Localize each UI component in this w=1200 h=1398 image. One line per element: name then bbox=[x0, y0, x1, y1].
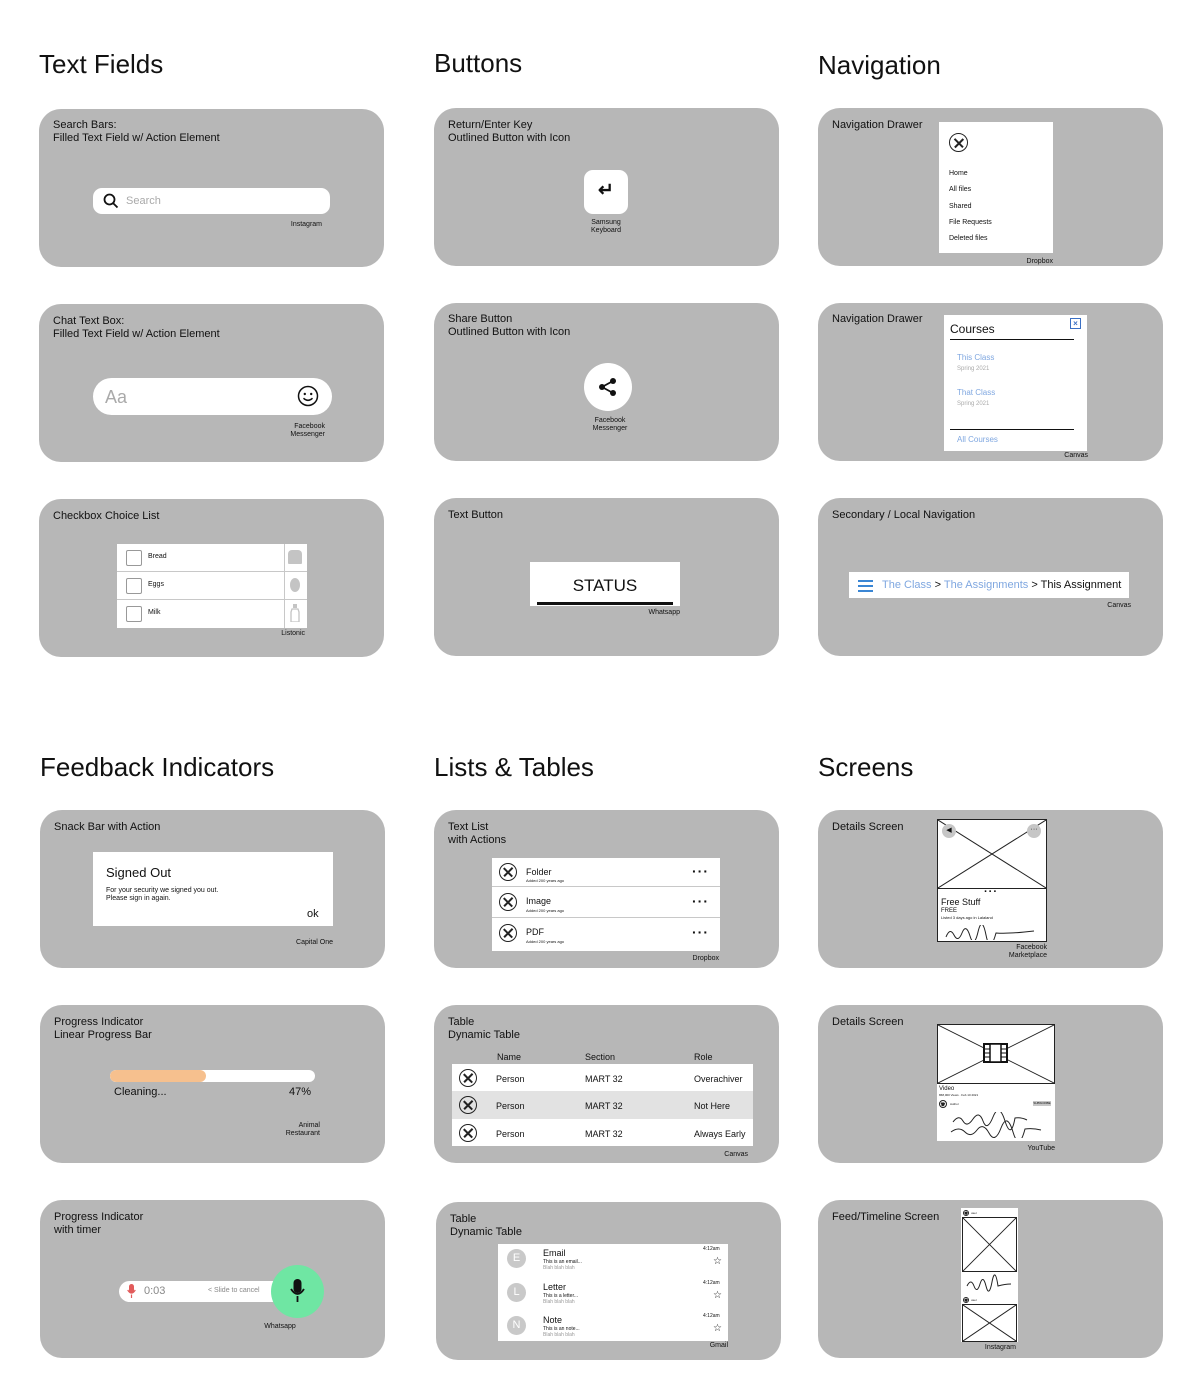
source-caption: YouTube bbox=[1027, 1145, 1055, 1152]
source-caption: Canvas bbox=[1064, 452, 1088, 459]
egg-icon bbox=[290, 578, 300, 592]
text-list-card bbox=[434, 810, 779, 968]
source-caption: Listonic bbox=[281, 630, 305, 637]
listing-price: FREE bbox=[941, 908, 958, 914]
item-subtitle: Added 200 years ago bbox=[526, 878, 565, 883]
card-label: Navigation Drawer bbox=[832, 119, 923, 131]
divider bbox=[284, 572, 285, 600]
channel-name: Author bbox=[950, 1102, 959, 1106]
avatar-icon bbox=[459, 1124, 477, 1142]
video-screen-mock bbox=[937, 1024, 1055, 1141]
course-term: Spring 2021 bbox=[957, 401, 990, 407]
card-label: Text List with Actions bbox=[448, 821, 507, 846]
voice-timer-card bbox=[40, 1200, 385, 1358]
cell-name: Person bbox=[496, 1129, 525, 1139]
snack-bar-message: For your security we signed you out. Please sign in again. bbox=[106, 887, 219, 902]
subscribe-button[interactable]: SUBSCRIBE bbox=[1033, 1101, 1051, 1105]
course-link[interactable]: This Class bbox=[957, 353, 995, 362]
cell-role: Overachiver bbox=[694, 1074, 743, 1084]
divider bbox=[284, 600, 285, 628]
caption-squiggle bbox=[965, 1274, 1013, 1294]
mail-list-card bbox=[436, 1202, 781, 1360]
post-username: user bbox=[971, 1211, 977, 1215]
file-icon bbox=[499, 893, 517, 911]
cell-name: Person bbox=[496, 1074, 525, 1084]
avatar-icon bbox=[459, 1069, 477, 1087]
listing-meta: Listed 3 days ago in Lalaland bbox=[941, 915, 993, 920]
source-caption: Dropbox bbox=[1026, 258, 1053, 265]
breadcrumb bbox=[849, 572, 1129, 598]
emoji-icon[interactable] bbox=[297, 385, 319, 407]
column-header-name[interactable]: Name bbox=[497, 1052, 522, 1062]
cell-role: Always Early bbox=[694, 1129, 746, 1139]
ok-action-button[interactable]: ok bbox=[307, 908, 319, 920]
return-key-button[interactable] bbox=[584, 170, 628, 214]
progress-bar-card bbox=[40, 1005, 385, 1163]
source-caption: Whatsapp bbox=[264, 1323, 296, 1330]
cell-name: Person bbox=[496, 1101, 525, 1111]
source-caption: Dropbox bbox=[692, 955, 719, 962]
hamburger-menu-icon[interactable] bbox=[858, 579, 873, 591]
more-options-icon[interactable]: ··· bbox=[692, 924, 709, 940]
progress-status: Cleaning... bbox=[114, 1086, 167, 1098]
section-title-screens: Screens bbox=[818, 752, 914, 782]
progress-bar-fill bbox=[110, 1070, 206, 1082]
breadcrumb-link-class[interactable]: The Class bbox=[882, 579, 932, 591]
item-title: Folder bbox=[526, 867, 552, 877]
avatar-icon bbox=[459, 1096, 477, 1114]
source-caption: Animal Restaurant bbox=[285, 1122, 320, 1137]
mail-line: Blah blah blah bbox=[543, 1265, 575, 1271]
return-arrow-icon: ↵ bbox=[598, 180, 614, 201]
mail-title: Email bbox=[543, 1248, 566, 1258]
nav-item-deleted-files[interactable]: Deleted files bbox=[949, 235, 988, 242]
detail-screen-mock bbox=[937, 819, 1047, 942]
channel-avatar-icon[interactable] bbox=[939, 1100, 947, 1108]
card-label: Table Dynamic Table bbox=[448, 1016, 520, 1041]
status-tab-button[interactable] bbox=[530, 562, 680, 606]
tab-indicator bbox=[537, 602, 673, 605]
nav-item-shared[interactable]: Shared bbox=[949, 203, 972, 210]
mail-title: Note bbox=[543, 1315, 563, 1325]
card-label: Return/Enter Key Outlined Button with Icon bbox=[448, 119, 571, 144]
carousel-dots-icon: ··· bbox=[984, 886, 998, 898]
file-icon bbox=[499, 863, 517, 881]
card-label: Navigation Drawer bbox=[832, 313, 923, 325]
mail-time: 4:12am bbox=[703, 1280, 720, 1286]
divider bbox=[950, 429, 1074, 430]
local-navigation-card bbox=[818, 498, 1163, 656]
list-item[interactable] bbox=[117, 600, 307, 628]
source-caption: Facebook Messenger bbox=[290, 423, 325, 438]
item-subtitle: Added 200 years ago bbox=[526, 908, 565, 913]
progress-bar bbox=[110, 1070, 315, 1082]
section-title-feedback-indicators: Feedback Indicators bbox=[40, 752, 275, 782]
card-label: Checkbox Choice List bbox=[53, 510, 160, 522]
recording-time: 0:03 bbox=[144, 1285, 166, 1297]
progress-percent: 47% bbox=[289, 1086, 312, 1098]
item-label: Milk bbox=[148, 609, 161, 616]
section-title-navigation: Navigation bbox=[818, 50, 941, 80]
source-caption: Instagram bbox=[984, 1344, 1016, 1351]
item-title: Image bbox=[526, 896, 552, 906]
all-courses-link[interactable]: All Courses bbox=[957, 435, 998, 444]
source-caption: Facebook Marketplace bbox=[1008, 944, 1047, 959]
card-label: Table Dynamic Table bbox=[450, 1213, 522, 1238]
checkbox[interactable] bbox=[126, 606, 142, 622]
card-label: Chat Text Box: Filled Text Field w/ Action Element bbox=[53, 315, 220, 340]
cell-section: MART 32 bbox=[585, 1129, 623, 1139]
user-avatar-icon bbox=[963, 1210, 969, 1216]
column-header-section[interactable]: Section bbox=[585, 1052, 616, 1062]
close-icon[interactable] bbox=[949, 133, 968, 152]
list-item[interactable] bbox=[117, 572, 307, 600]
video-details-card bbox=[818, 1005, 1163, 1163]
navigation-drawer-canvas-card bbox=[818, 303, 1163, 461]
nav-item-all-files[interactable]: All files bbox=[949, 186, 972, 193]
card-label: Text Button bbox=[448, 509, 504, 521]
card-label: Details Screen bbox=[832, 821, 904, 833]
list-item[interactable] bbox=[492, 858, 720, 887]
item-label: Bread bbox=[148, 553, 167, 560]
nav-item-home[interactable]: Home bbox=[949, 170, 968, 177]
text-button-card bbox=[434, 498, 779, 656]
item-title: PDF bbox=[526, 927, 544, 937]
list-item[interactable] bbox=[492, 918, 720, 951]
microphone-icon bbox=[290, 1279, 305, 1303]
mail-list bbox=[498, 1244, 728, 1341]
breadcrumb-current: This Assignment bbox=[1040, 579, 1122, 591]
cell-section: MART 32 bbox=[585, 1074, 623, 1084]
share-button[interactable] bbox=[584, 363, 632, 411]
snack-bar bbox=[93, 852, 333, 926]
chat-placeholder: Aa bbox=[105, 387, 128, 407]
feed-screen-mock bbox=[961, 1208, 1018, 1342]
post-image-placeholder bbox=[962, 1217, 1017, 1272]
listing-title: Free Stuff bbox=[941, 897, 981, 907]
card-label: Progress Indicator Linear Progress Bar bbox=[54, 1016, 152, 1041]
divider bbox=[950, 339, 1074, 340]
checkbox[interactable] bbox=[126, 578, 142, 594]
star-icon[interactable]: ☆ bbox=[713, 1323, 722, 1334]
source-caption: Canvas bbox=[1107, 602, 1131, 609]
record-mic-button[interactable] bbox=[271, 1265, 324, 1318]
mail-line: Blah blah blah bbox=[543, 1332, 575, 1338]
more-options-icon[interactable]: ··· bbox=[692, 863, 709, 879]
navigation-drawer bbox=[939, 122, 1053, 253]
bread-icon bbox=[288, 550, 302, 564]
search-bar-card bbox=[39, 109, 384, 267]
video-meta: 868,000 Views · Feb 10 2021 bbox=[939, 1093, 979, 1097]
navigation-drawer-card bbox=[818, 108, 1163, 266]
course-term: Spring 2021 bbox=[957, 366, 990, 372]
mail-line: This is an note... bbox=[543, 1326, 580, 1332]
feed-screen-card bbox=[818, 1200, 1163, 1358]
course-link[interactable]: That Class bbox=[957, 388, 996, 397]
section-title-lists-tables: Lists & Tables bbox=[434, 752, 594, 782]
item-label: Eggs bbox=[148, 581, 164, 588]
checkbox-list-card bbox=[39, 499, 384, 657]
video-title: Video bbox=[939, 1086, 955, 1092]
source-caption: Capital One bbox=[296, 939, 333, 946]
recording-mic-icon bbox=[127, 1284, 136, 1299]
list-item[interactable] bbox=[117, 544, 307, 572]
sender-avatar: E bbox=[507, 1249, 526, 1268]
roster-table-card bbox=[434, 1005, 779, 1163]
list-item[interactable] bbox=[492, 887, 720, 918]
table-row[interactable] bbox=[452, 1091, 753, 1119]
star-icon[interactable]: ☆ bbox=[713, 1256, 722, 1267]
search-input[interactable] bbox=[93, 188, 330, 214]
mail-line: This is an email... bbox=[543, 1259, 582, 1265]
film-icon bbox=[983, 1043, 1008, 1063]
table-row[interactable] bbox=[452, 1064, 753, 1091]
card-label: Snack Bar with Action bbox=[54, 821, 161, 833]
list-item[interactable] bbox=[498, 1311, 728, 1341]
list-item[interactable] bbox=[498, 1278, 728, 1311]
back-icon[interactable]: ◀ bbox=[942, 824, 956, 838]
source-caption: Canvas bbox=[724, 1151, 748, 1158]
breadcrumb-link-assignments[interactable]: The Assignments bbox=[943, 579, 1029, 591]
post-username: user bbox=[971, 1298, 977, 1302]
user-avatar-icon bbox=[963, 1297, 969, 1303]
table-row[interactable] bbox=[452, 1119, 753, 1146]
mail-time: 4:12am bbox=[703, 1313, 720, 1319]
file-list bbox=[492, 858, 720, 951]
chat-text-box-card bbox=[39, 304, 384, 462]
slide-to-cancel-hint: < Slide to cancel bbox=[208, 1287, 260, 1294]
description-squiggle bbox=[944, 925, 1036, 940]
close-icon[interactable]: × bbox=[1070, 318, 1081, 329]
share-icon bbox=[597, 376, 619, 398]
file-icon bbox=[499, 924, 517, 942]
milk-bottle-icon bbox=[290, 604, 300, 622]
roster-table bbox=[452, 1064, 753, 1146]
nav-item-file-requests[interactable]: File Requests bbox=[949, 219, 992, 226]
card-label: Share Button Outlined Button with Icon bbox=[448, 313, 571, 338]
breadcrumb-trail: The Class > The Assignments > This Assignment bbox=[882, 579, 1122, 591]
sender-avatar: N bbox=[507, 1316, 526, 1335]
more-options-icon[interactable]: ··· bbox=[1027, 824, 1041, 838]
snack-bar-title: Signed Out bbox=[106, 865, 172, 880]
snack-bar-card bbox=[40, 810, 385, 968]
mail-line: This is a letter... bbox=[543, 1293, 579, 1299]
cell-role: Not Here bbox=[694, 1101, 731, 1111]
mail-time: 4:12am bbox=[703, 1246, 720, 1252]
search-icon bbox=[103, 193, 119, 209]
return-key-card bbox=[434, 108, 779, 266]
source-caption: Facebook Messenger bbox=[592, 417, 628, 432]
more-options-icon[interactable]: ··· bbox=[692, 893, 709, 909]
cell-section: MART 32 bbox=[585, 1101, 623, 1111]
card-label: Details Screen bbox=[832, 1016, 904, 1028]
section-title-text-fields: Text Fields bbox=[39, 49, 164, 79]
post-image-placeholder bbox=[962, 1304, 1017, 1342]
details-screen-card bbox=[818, 810, 1163, 968]
mail-title: Letter bbox=[543, 1282, 567, 1292]
share-button-card bbox=[434, 303, 779, 461]
mail-line: Blah blah blah bbox=[543, 1299, 575, 1305]
checkbox-list bbox=[117, 544, 307, 628]
list-item[interactable] bbox=[498, 1244, 728, 1277]
course-drawer bbox=[944, 315, 1087, 451]
chat-input[interactable] bbox=[93, 378, 332, 415]
search-placeholder: Search bbox=[126, 195, 161, 207]
star-icon[interactable]: ☆ bbox=[713, 1290, 722, 1301]
card-label: Progress Indicator with timer bbox=[54, 1211, 144, 1236]
source-caption: Whatsapp bbox=[648, 609, 680, 616]
card-label: Feed/Timeline Screen bbox=[832, 1211, 940, 1223]
column-header-role[interactable]: Role bbox=[694, 1052, 713, 1062]
source-caption: Gmail bbox=[709, 1342, 728, 1349]
sender-avatar: L bbox=[507, 1283, 526, 1302]
description-squiggle bbox=[949, 1112, 1043, 1138]
item-subtitle: Added 200 years ago bbox=[526, 939, 565, 944]
card-label: Search Bars: Filled Text Field w/ Action Element bbox=[53, 119, 220, 144]
divider bbox=[284, 544, 285, 572]
card-label: Secondary / Local Navigation bbox=[832, 509, 976, 521]
drawer-title: Courses bbox=[950, 322, 995, 336]
source-caption: Samsung Keyboard bbox=[591, 219, 621, 234]
section-title-buttons: Buttons bbox=[434, 48, 523, 78]
checkbox[interactable] bbox=[126, 550, 142, 566]
status-tab-label: STATUS bbox=[572, 576, 638, 595]
source-caption: Instagram bbox=[290, 221, 322, 228]
